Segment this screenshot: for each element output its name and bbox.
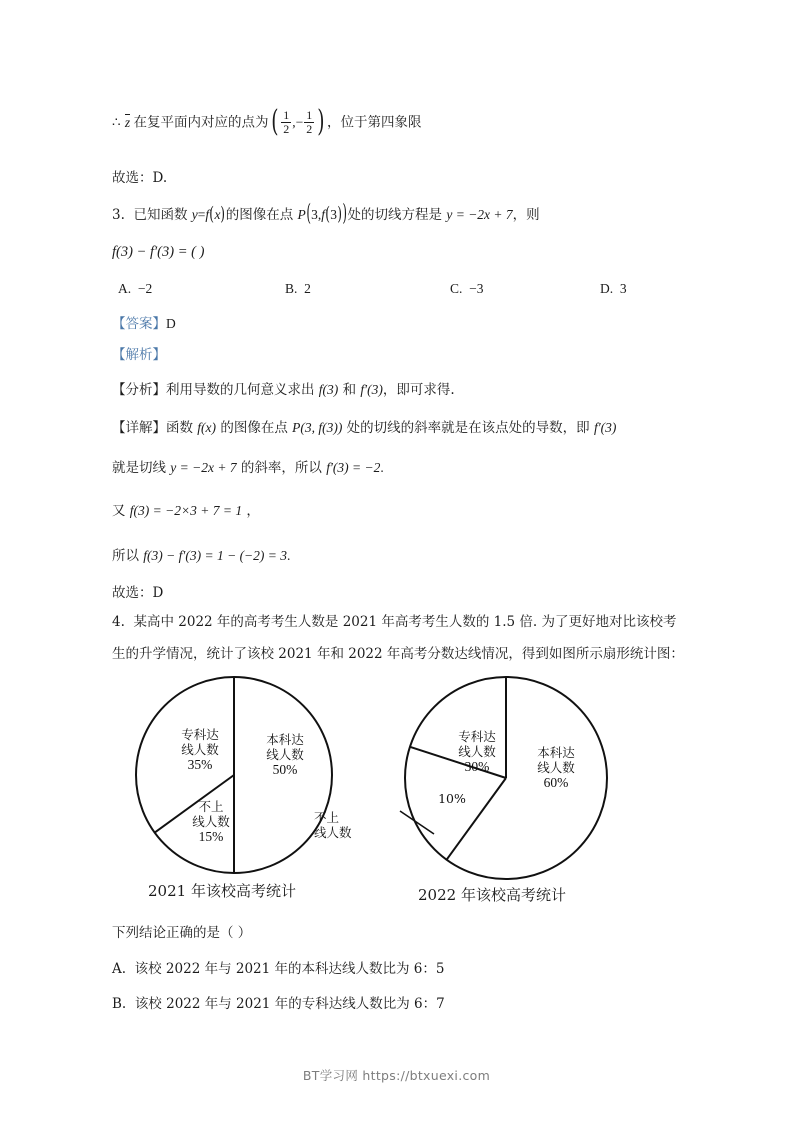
pie-2021-label-zhuanke-line1: 专科达 bbox=[181, 727, 219, 742]
xiangjie-l2-b: 的斜率，所以 bbox=[240, 460, 322, 476]
q3-option-c-key: C. bbox=[450, 281, 463, 296]
q3-option-c[interactable] bbox=[450, 281, 484, 298]
q4-stem-text-1: 某高中 2022 年的高考考生人数是 2021 年高考考生人数的 1.5 倍. 为了更好地对比该校考 bbox=[133, 614, 677, 630]
xiangjie-l3-b: ， bbox=[246, 503, 260, 519]
q3-equals: = bbox=[197, 207, 206, 222]
xiangjie-l4-a: 所以 bbox=[112, 548, 139, 564]
pie-2022-label-zhuanke bbox=[437, 730, 517, 775]
pie-2022-label-benke bbox=[516, 746, 596, 791]
q3-f-symbol: f bbox=[205, 207, 210, 222]
q4-prompt: 下列结论正确的是（ ） bbox=[112, 925, 252, 941]
fenxi-fprime3: f′(3) bbox=[360, 382, 383, 397]
q3-P-arg2: 3 bbox=[330, 207, 337, 222]
footer-url[interactable]: https://btxuexi.com bbox=[362, 1068, 491, 1083]
xiangjie-l3-a: 又 bbox=[112, 503, 126, 519]
paren-close-outer: ) bbox=[342, 200, 348, 228]
pie-2021-label-bushang-line2: 线人数 bbox=[192, 813, 230, 829]
q3-expression: f(3) − f′(3) = ( ) bbox=[112, 244, 205, 260]
q3-expression-line bbox=[112, 243, 204, 261]
pie-2021-label-zhuanke-line2: 线人数 bbox=[181, 741, 219, 757]
q3-option-d-value: 3 bbox=[619, 281, 627, 296]
fenxi-tag: 【分析】 bbox=[112, 382, 166, 398]
q3-option-c-value: −3 bbox=[469, 281, 484, 296]
point-separator: , bbox=[292, 114, 296, 130]
pie-2021-label-benke-line1: 本科达 bbox=[266, 732, 304, 747]
pie-2022-label-benke-line2: 线人数 bbox=[537, 759, 575, 775]
q3-number: 3. bbox=[112, 207, 125, 223]
xiangjie-l4-dot: . bbox=[287, 548, 291, 563]
pie-2022-label-zhuanke-pct: 30% bbox=[464, 759, 490, 774]
q3-option-d[interactable] bbox=[600, 281, 627, 298]
xiangjie-l2-result: f′(3) = −2 bbox=[326, 460, 381, 475]
q3-answer-value: D bbox=[166, 316, 176, 331]
fenxi-text-a: 利用导数的几何意义求出 bbox=[166, 382, 315, 398]
xiangjie-point-P: P(3, f(3)) bbox=[292, 420, 343, 435]
pie-2021-caption: 2021 年该校高考统计 bbox=[148, 882, 296, 900]
q4-option-a-key: A. bbox=[112, 961, 127, 977]
paren-open: ( bbox=[209, 203, 215, 226]
xiangjie-l3-equation: f(3) = −2×3 + 7 = 1 bbox=[129, 503, 243, 518]
q4-number: 4. bbox=[112, 614, 125, 630]
q3-option-b-value: 2 bbox=[304, 281, 311, 296]
q3-stem-d: ，则 bbox=[512, 207, 540, 223]
xiangjie-l2-dot: . bbox=[380, 460, 384, 475]
open-paren-big: ( bbox=[270, 104, 279, 140]
q3-stem-c: 处的切线方程是 bbox=[347, 207, 443, 223]
paren-close-inner: ) bbox=[337, 203, 343, 226]
xiangjie-fprime3: f′(3) bbox=[593, 420, 617, 435]
q3-tangent-equation: y = −2x + 7 bbox=[446, 207, 513, 222]
pie-2021-label-bushang bbox=[172, 800, 250, 845]
q3-P-arg1: 3, bbox=[311, 207, 322, 222]
q3-xiangjie-line-2 bbox=[112, 460, 384, 477]
paren-open-inner: ( bbox=[325, 203, 330, 226]
xiangjie-fx: f(x) bbox=[197, 420, 217, 435]
therefore-symbol: ∴ bbox=[112, 114, 121, 131]
q3-option-b[interactable] bbox=[285, 281, 311, 298]
paren-close: ) bbox=[220, 203, 226, 226]
close-paren-big: ) bbox=[317, 104, 325, 140]
q3-y-symbol: y bbox=[191, 207, 198, 222]
q4-stem-line-2: 生的升学情况，统计了该校 2021 年和 2022 年高考分数达线情况，得到如图所示扇形统计图： bbox=[112, 646, 684, 662]
q4-option-b-key: B. bbox=[112, 996, 127, 1012]
q3-option-a-value: −2 bbox=[137, 281, 153, 296]
point-y-fraction: $\frac{1}{2}$ bbox=[306, 108, 313, 136]
pie-2022-label-bushang bbox=[314, 811, 392, 840]
point-y-sign: − bbox=[295, 114, 304, 130]
xiangjie-l4-equation: f(3) − f′(3) = 1 − (−2) = 3 bbox=[143, 548, 288, 563]
q2-conclusion-suffix: ，位于第四象限 bbox=[326, 114, 422, 131]
pie-2022-caption: 2022 年该校高考统计 bbox=[418, 886, 566, 904]
xiangjie-l1-b: 的图像在点 bbox=[220, 420, 288, 436]
q3-x-symbol: x bbox=[214, 207, 221, 222]
q3-option-d-key: D. bbox=[600, 281, 614, 296]
q3-final-answer: 故选：D bbox=[112, 585, 164, 601]
pie-2022-label-benke-line1: 本科达 bbox=[537, 745, 575, 760]
q3-P-symbol: P bbox=[297, 207, 306, 222]
pie-charts-svg bbox=[0, 668, 793, 908]
q2-answer-line: 故选：D. bbox=[112, 170, 168, 186]
fenxi-text-b: ，即可求得. bbox=[382, 382, 455, 398]
pie-2022-label-zhuanke-line1: 专科达 bbox=[458, 729, 496, 744]
q4-option-a[interactable] bbox=[112, 961, 445, 978]
q3-stem-a: 已知函数 bbox=[133, 207, 188, 223]
q3-fenxi-line bbox=[112, 382, 455, 399]
pie-2022-label-benke-pct: 60% bbox=[543, 775, 569, 790]
q2-conclusion-line bbox=[112, 104, 422, 140]
pie-2022-label-zhuanke-line2: 线人数 bbox=[458, 743, 496, 759]
pie-2021-label-zhuanke bbox=[160, 728, 240, 773]
pie-2021-label-zhuanke-pct: 35% bbox=[187, 757, 213, 772]
point-x-fraction: $\frac{1}{2}$ bbox=[283, 108, 290, 136]
xiangjie-l2-a: 就是切线 bbox=[112, 460, 166, 476]
xiangjie-l2-equation: y = −2x + 7 bbox=[170, 460, 237, 475]
footer-site-name: BT学习网 bbox=[302, 1068, 359, 1083]
q3-option-b-key: B. bbox=[285, 281, 298, 296]
pie-charts-figure bbox=[0, 668, 793, 908]
conjugate-z-symbol: z bbox=[124, 114, 131, 130]
q3-stem-line bbox=[112, 200, 540, 228]
q3-xiangjie-line-3 bbox=[112, 503, 260, 520]
q4-option-a-text: 该校 2022 年与 2021 年的本科达线人数比为 6：5 bbox=[134, 961, 445, 977]
pie-2022-label-bushang-line2: 线人数 bbox=[314, 824, 352, 840]
fenxi-and: 和 bbox=[342, 382, 357, 398]
pie-2021-label-bushang-line1: 不上 bbox=[198, 799, 224, 814]
fenxi-f3: f(3) bbox=[318, 382, 339, 397]
analysis-tag: 【解析】 bbox=[112, 347, 166, 363]
q4-option-b-text: 该校 2022 年与 2021 年的专科达线人数比为 6：7 bbox=[134, 996, 445, 1012]
footer-watermark bbox=[0, 1066, 793, 1084]
q3-P-f: f bbox=[321, 207, 325, 222]
pie-2021-label-benke-pct: 50% bbox=[272, 762, 298, 777]
xiangjie-l1-c: 处的切线的斜率就是在该点处的导数，即 bbox=[346, 420, 590, 436]
q4-stem-line-1 bbox=[112, 614, 677, 631]
q2-conclusion-mid: 在复平面内对应的点为 bbox=[133, 114, 269, 131]
pie-2022-label-bushang-pct: 10% bbox=[438, 791, 466, 806]
q3-stem-b: 的图像在点 bbox=[225, 207, 294, 223]
pie-2021-label-benke-line2: 线人数 bbox=[266, 746, 304, 762]
paren-open-outer: ( bbox=[306, 200, 311, 228]
q3-option-a-key: A. bbox=[118, 281, 132, 296]
xiangjie-tag: 【详解】 bbox=[112, 420, 166, 436]
pie-2021-label-benke bbox=[245, 733, 325, 778]
q4-option-b[interactable] bbox=[112, 996, 445, 1013]
xiangjie-l1-a: 函数 bbox=[166, 420, 193, 436]
pie-2021-label-bushang-pct: 15% bbox=[198, 829, 224, 844]
q3-xiangjie-line-4 bbox=[112, 548, 290, 565]
answer-tag: 【答案】 bbox=[112, 316, 166, 332]
pie-2022-label-bushang-line1: 不上 bbox=[314, 810, 340, 825]
q3-answer-row bbox=[112, 316, 176, 333]
q3-option-a[interactable] bbox=[118, 281, 152, 298]
q3-xiangjie-line-1 bbox=[112, 420, 616, 437]
